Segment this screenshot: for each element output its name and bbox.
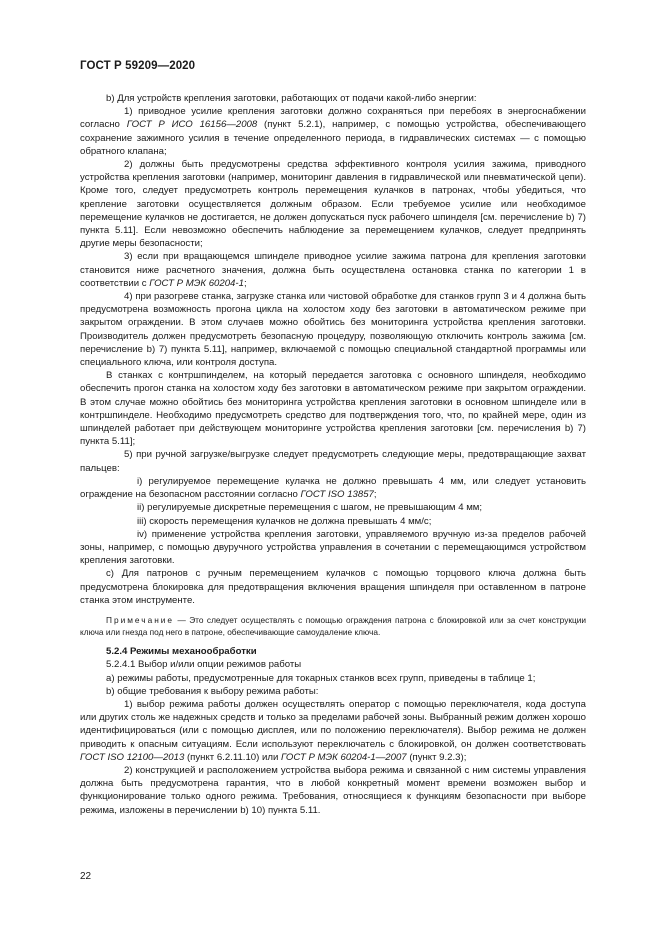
standard-reference: ГОСТ ISO 13857 [300, 489, 374, 501]
list-item-iii: iii) скорость перемещения кулачков не должна превышать 4 мм/с; [137, 515, 432, 527]
list-item-i: i) регулируемое перемещение кулачка не должно превышать 4 мм, или следует установить ограждение на безопасном расстоянии согласно ГОСТ ISO 13857; [80, 475, 586, 501]
paragraph-counterspindle: В станках с контршпинделем, на который передается заготовка с основного шпинделя, необходимо обеспечить прогон станка на холостом ходу без заготовки в автоматическом режиме при закрытом ограждении. В этом случае можно обойтись без мониторинга устройства крепления заготовки в основном шпинделе или в контршпинделе. Необходимо предусмотреть средство для подтверждения того, что, по крайней мере, один из шпинделей работает при действующем мониторинге устройства крепления заготовки [см. перечисления b) 7) пункта 5.11]; [80, 370, 586, 448]
paragraph-b4: 4) при разогреве станка, загрузке станка или чистовой обработке для станков групп 3 и 4 должна быть предусмотрена возможность прогона цикла на холостом ходу без заготовки в автоматическом режиме при закрытом ограждении. В этом случаев можно обойтись без мониторинга устройства крепления заготовки. Производитель должен предусмотреть безопасную процедуру, позволяющую отключить контроль зажима [см. перечисление b) 7) пункта 5.11], например, включаемой с помощью специальной стандартной программы или специального ключа, или контроля доступа. [80, 291, 586, 369]
page-content [80, 92, 586, 817]
paragraph-b-general-2: 2) конструкцией и расположением устройства выбора режима и связанной с ним системы управления должна быть предусмотрена гарантия, что в любой конкретный момент времени возможен выбор и функционирование только одного режима. Требования, относящиеся к функциям безопасности при выборе режима, изложены в перечислении b) 10) пункта 5.11. [80, 764, 586, 816]
standard-reference: ГОСТ Р МЭК 60204-1 [149, 277, 244, 289]
paragraph-b-general-1: 1) выбор режима работы должен осуществлять оператор с помощью переключателя, кода доступа или других столь же надежных средств и только за пределами рабочей зоны. Выбранный режим должен хорошо идентифицироваться (или с помощью дисплея, или по положению переключателя). Выбор режима не должен приводить к опасным ситуациям. Если используют переключатель с блокировкой, он должен соответствовать ГОСТ ISO 12100—2013 (пункт 6.2.11.10) или ГОСТ Р МЭК 60204-1—2007 (пункт 9.2.3); [80, 698, 586, 763]
page-number: 22 [80, 871, 92, 882]
document-header: ГОСТ Р 59209—2020 [80, 60, 196, 72]
paragraph-b5: 5) при ручной загрузке/выгрузке следует предусмотреть следующие меры, предотвращающие захват пальцев: [80, 449, 586, 474]
paragraph-b1: 1) приводное усилие крепления заготовки должно сохраняться при перебоях в энергоснабжении согласно ГОСТ Р ИСО 16156—2008 (пункт 5.2.1), например, с помощью устройства, обеспечивающего сохранение зажимного усилия в течение определенного периода, в гидравлических системах — с помощью обратного клапана; [80, 106, 586, 157]
subsection-title: 5.2.4.1 Выбор и/или опции режимов работы [106, 659, 302, 671]
paragraph-b2: 2) должны быть предусмотрены средства эффективного контроля усилия зажима, приводного устройства крепления заготовки (например, мониторинг давления в гидравлической или пневматической цепи). Кроме того, следует предусмотреть контроль перемещения кулачков в патронах, чтобы убедиться, что крепление заготовки осуществляется должным образом. Если требуемое усилие или необходимое перемещение кулачков не достигается, не должен допускаться пуск рабочего шпинделя [см. перечисление b) 7) пункта 5.11]. Если невозможно обеспечить наблюдение за перемещением кулачков, следует предпринять другие меры безопасности; [80, 159, 586, 250]
standard-reference: ГОСТ Р ИСО 16156—2008 [126, 119, 258, 131]
paragraph-b3: 3) если при вращающемся шпинделе приводное усилие зажима патрона для крепления заготовки становится ниже расчетного значения, должна быть осуществлена остановка станка по категории 1 в соответствии с ГОСТ Р МЭК 60204-1; [80, 251, 586, 289]
paragraph-b: b) Для устройств крепления заготовки, работающих от подачи какой-либо энергии: [106, 93, 477, 104]
standard-reference: ГОСТ Р МЭК 60204-1—2007 [280, 751, 407, 763]
note-label: Примечание [106, 614, 175, 625]
paragraph-a: a) режимы работы, предусмотренные для токарных станков всех групп, приведены в таблице 1; [106, 672, 536, 684]
note: Примечание — Это следует осуществлять с помощью ограждения патрона с блокировкой или за счет конструкции ключа или гнезда под него в патроне, обеспечивающие самоудаление ключа. [80, 614, 586, 637]
list-item-ii: ii) регулируемые дискретные перемещения с шагом, не превышающим 4 мм; [137, 502, 483, 514]
section-title: 5.2.4 Режимы механообработки [106, 646, 257, 658]
paragraph-b-general: b) общие требования к выбору режима работы: [106, 685, 319, 697]
paragraph-c: c) Для патронов с ручным перемещением кулачков с помощью торцового ключа должна быть предусмотрена блокировка для предотвращения включения вращения шпинделя при оставленном в патроне станка этом инструменте. [80, 568, 586, 606]
standard-reference: ГОСТ ISO 12100—2013 [80, 751, 185, 763]
list-item-iv: iv) применение устройства крепления заготовки, управляемого вручную из-за пределов рабочей зоны, например, с помощью двуручного устройства управления в сочетании с перемещающимся устройством крепления заготовки. [80, 528, 586, 567]
